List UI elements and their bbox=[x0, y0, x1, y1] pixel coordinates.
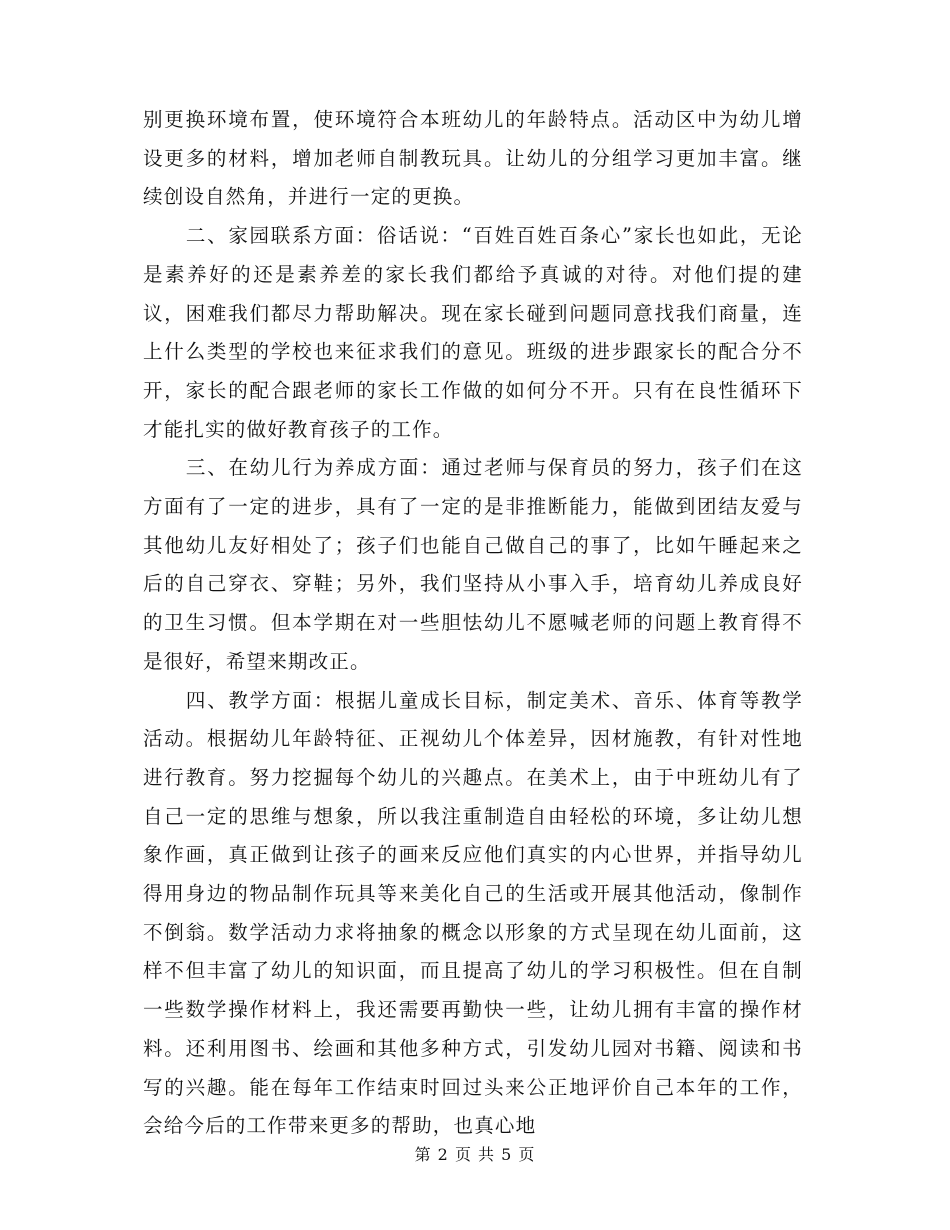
page-number-footer: 第 2 页 共 5 页 bbox=[414, 1145, 536, 1164]
paragraph-home-school-contact: 二、家园联系方面：俗话说：“百姓百姓百条心”家长也如此，无论是素养好的还是素养差的家长我们都给予真诚的对待。对他们提的建议，困难我们都尽力帮助解决。现在家长碰到问题同意找我们商量，连上什么类型的学校也来征求我们的意见。班级的进步跟家长的配合分不开，家长的配合跟老师的家长工作做的如何分不开。只有在良性循环下才能扎实的做好教育孩子的工作。 bbox=[143, 224, 803, 441]
body-text bbox=[143, 101, 803, 1146]
paragraph-teaching: 四、教学方面：根据儿童成长目标，制定美术、音乐、体育等教学活动。根据幼儿年龄特征、正视幼儿个体差异，因材施教，有针对性地进行教育。努力挖掘每个幼儿的兴趣点。在美术上，由于中班幼儿有了自己一定的思维与想象，所以我注重制造自由轻松的环境，多让幼儿想象作画，真正做到让孩子的画来反应他们真实的内心世界，并指导幼儿得用身边的物品制作玩具等来美化自己的生活或开展其他活动，像制作不倒翁。数学活动力求将抽象的概念以形象的方式呈现在幼儿面前，这样不但丰富了幼儿的知识面，而且提高了幼儿的学习积极性。但在自制一些数学操作材料上，我还需要再勤快一些，让幼儿拥有丰富的操作材料。还利用图书、绘画和其他多种方式，引发幼儿园对书籍、阅读和书写的兴趣。能在每年工作结束时回过头来公正地评价自己本年的工作，会给今后的工作带来更多的帮助，也真心地 bbox=[143, 688, 803, 1138]
paragraph-room-environment: 别更换环境布置，使环境符合本班幼儿的年龄特点。活动区中为幼儿增设更多的材料，增加老师自制教玩具。让幼儿的分组学习更加丰富。继续创设自然角，并进行一定的更换。 bbox=[143, 108, 803, 209]
paragraph-behavior-habits: 三、在幼儿行为养成方面：通过老师与保育员的努力，孩子们在这方面有了一定的进步，具有了一定的是非推断能力，能做到团结友爱与其他幼儿友好相处了；孩子们也能自己做自己的事了，比如午睡起来之后的自己穿衣、穿鞋；另外，我们坚持从小事入手，培育幼儿养成良好的卫生习惯。但本学期在对一些胆怯幼儿不愿喊老师的问题上教育得不是很好，希望来期改正。 bbox=[143, 456, 803, 673]
